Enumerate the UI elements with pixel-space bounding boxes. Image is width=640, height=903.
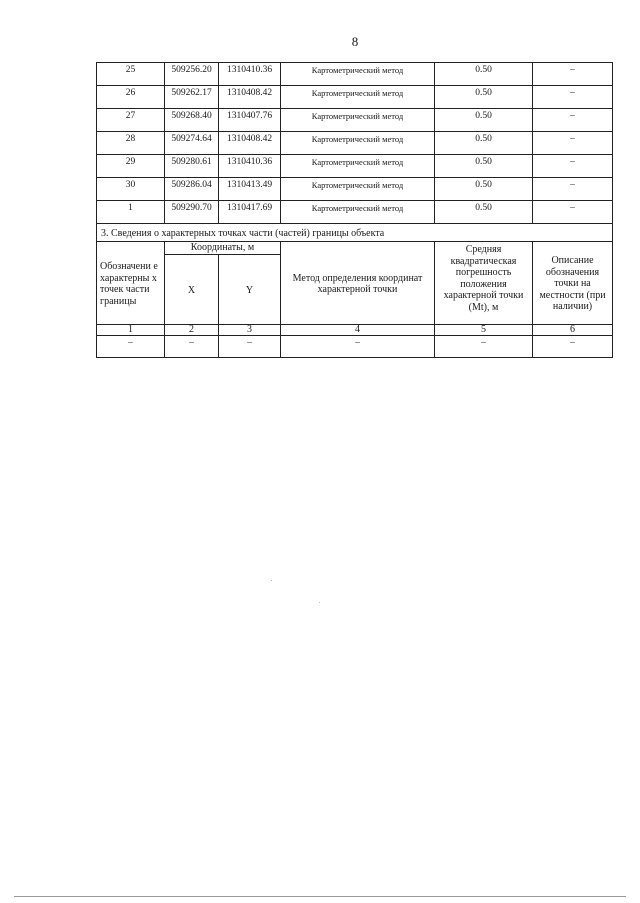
- y-header: Y: [219, 254, 281, 324]
- x-header: X: [165, 254, 219, 324]
- empty-cell: –: [165, 336, 219, 358]
- section-3-title: 3. Сведения о характерных точках части (частей) границы объекта: [97, 224, 613, 242]
- y-coordinate: 1310408.42: [219, 132, 281, 155]
- empty-cell: –: [533, 336, 613, 358]
- y-coordinate: 1310408.42: [219, 86, 281, 109]
- designation-header: Обозначени е характерны х точек части границы: [97, 242, 165, 325]
- accuracy-cell: 0.50: [435, 132, 533, 155]
- y-coordinate: 1310407.76: [219, 109, 281, 132]
- point-id: 27: [97, 109, 165, 132]
- point-row: [97, 132, 613, 155]
- method-cell: Картометрический метод: [281, 86, 435, 109]
- section-3-title-row: [97, 224, 613, 242]
- empty-cell: –: [219, 336, 281, 358]
- point-id: 29: [97, 155, 165, 178]
- accuracy-cell: 0.50: [435, 155, 533, 178]
- point-row: [97, 63, 613, 86]
- point-id: 1: [97, 201, 165, 224]
- scan-speck: [271, 580, 272, 581]
- empty-cell: –: [435, 336, 533, 358]
- point-id: 28: [97, 132, 165, 155]
- y-coordinate: 1310410.36: [219, 63, 281, 86]
- y-coordinate: 1310413.49: [219, 178, 281, 201]
- empty-cell: –: [281, 336, 435, 358]
- method-cell: Картометрический метод: [281, 132, 435, 155]
- method-cell: Картометрический метод: [281, 155, 435, 178]
- description-cell: –: [533, 155, 613, 178]
- x-coordinate: 509280.61: [165, 155, 219, 178]
- accuracy-cell: 0.50: [435, 86, 533, 109]
- method-header: Метод определения координат характерной точки: [281, 242, 435, 325]
- method-cell: Картометрический метод: [281, 201, 435, 224]
- method-cell: Картометрический метод: [281, 63, 435, 86]
- page-bottom-edge: [14, 896, 626, 897]
- section-3-header-row-1: [97, 242, 613, 255]
- page-number: 8: [351, 34, 359, 49]
- column-number: 3: [219, 325, 281, 336]
- accuracy-header: Средняя квадратическая погрешность положения характерной точки (Мt), м: [435, 242, 533, 325]
- column-number: 4: [281, 325, 435, 336]
- point-row: [97, 109, 613, 132]
- method-cell: Картометрический метод: [281, 178, 435, 201]
- column-number: 5: [435, 325, 533, 336]
- x-coordinate: 509268.40: [165, 109, 219, 132]
- x-coordinate: 509286.04: [165, 178, 219, 201]
- point-row: [97, 86, 613, 109]
- column-numbers-row: [97, 325, 613, 336]
- point-row: [97, 201, 613, 224]
- point-row: [97, 178, 613, 201]
- column-number: 6: [533, 325, 613, 336]
- point-id: 26: [97, 86, 165, 109]
- description-cell: –: [533, 63, 613, 86]
- empty-data-row: [97, 336, 613, 358]
- point-id: 30: [97, 178, 165, 201]
- description-cell: –: [533, 109, 613, 132]
- description-cell: –: [533, 201, 613, 224]
- description-cell: –: [533, 178, 613, 201]
- y-coordinate: 1310410.36: [219, 155, 281, 178]
- empty-cell: –: [97, 336, 165, 358]
- x-coordinate: 509256.20: [165, 63, 219, 86]
- column-number: 2: [165, 325, 219, 336]
- x-coordinate: 509290.70: [165, 201, 219, 224]
- x-coordinate: 509274.64: [165, 132, 219, 155]
- description-cell: –: [533, 86, 613, 109]
- scan-speck: [319, 602, 320, 603]
- accuracy-cell: 0.50: [435, 109, 533, 132]
- description-cell: –: [533, 132, 613, 155]
- column-number: 1: [97, 325, 165, 336]
- coordinates-header: Координаты, м: [165, 242, 281, 255]
- point-rows: [97, 63, 613, 224]
- accuracy-cell: 0.50: [435, 201, 533, 224]
- x-coordinate: 509262.17: [165, 86, 219, 109]
- boundary-points-table: [96, 62, 612, 358]
- y-coordinate: 1310417.69: [219, 201, 281, 224]
- point-row: [97, 155, 613, 178]
- point-id: 25: [97, 63, 165, 86]
- method-cell: Картометрический метод: [281, 109, 435, 132]
- accuracy-cell: 0.50: [435, 178, 533, 201]
- accuracy-cell: 0.50: [435, 63, 533, 86]
- description-header: Описание обозначения точки на местности (при наличии): [533, 242, 613, 325]
